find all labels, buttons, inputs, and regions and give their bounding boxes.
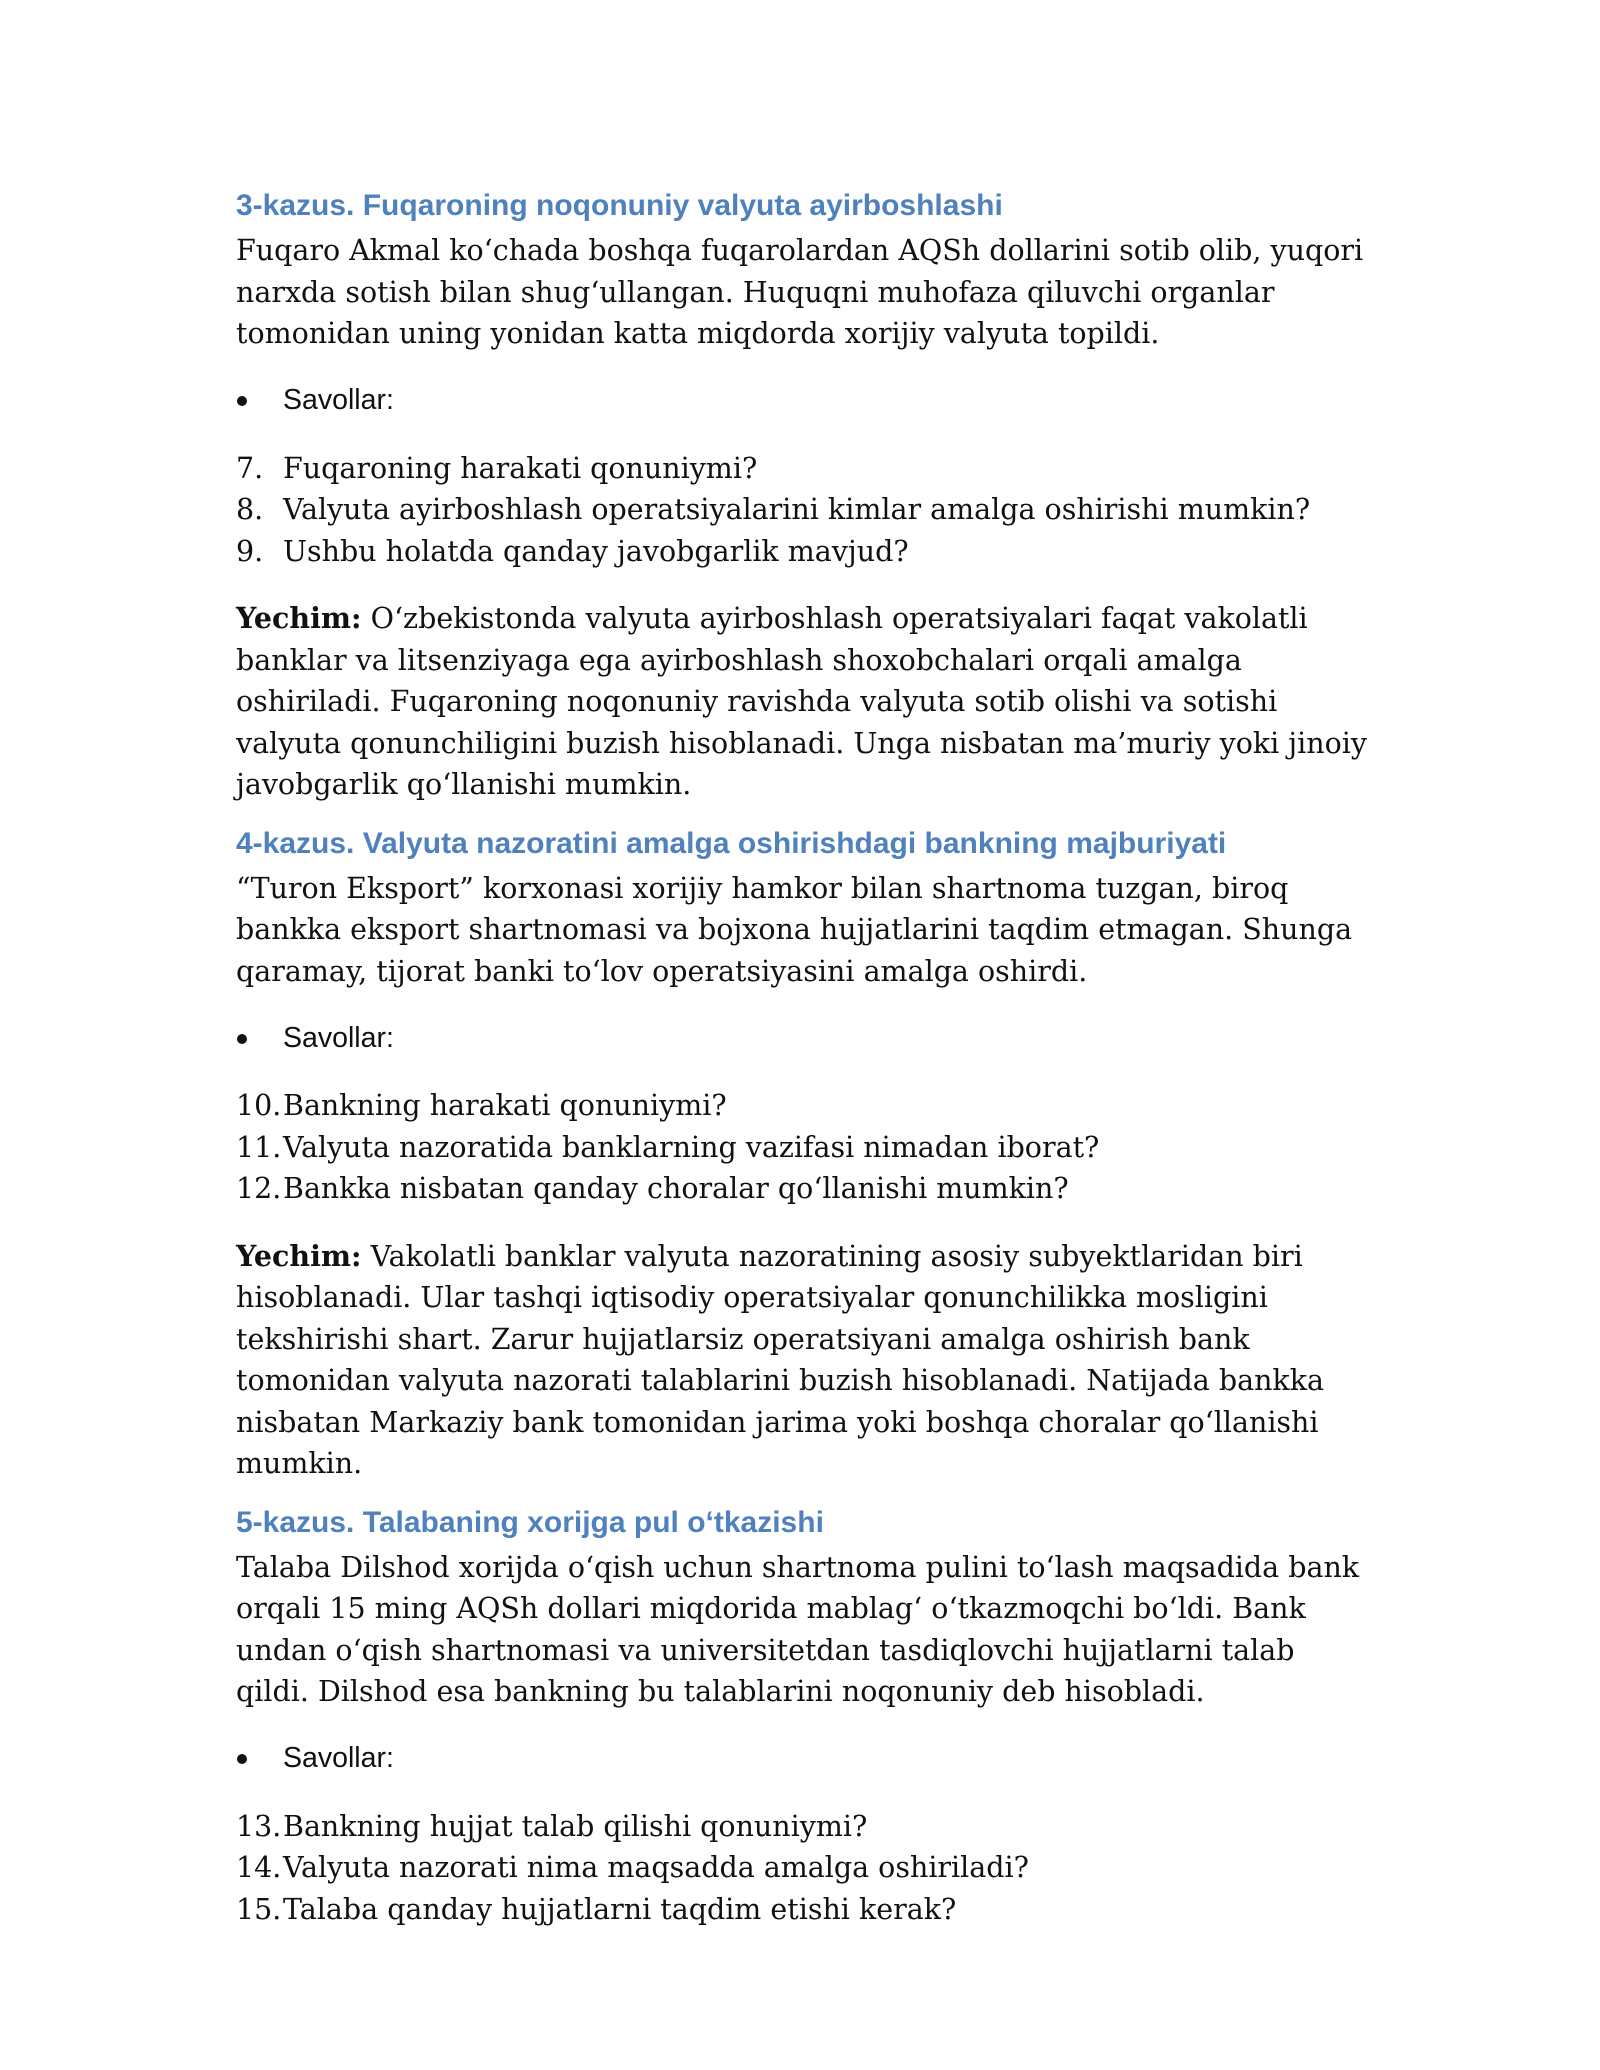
question-number: 7. bbox=[236, 451, 264, 485]
solution-label: Yechim: bbox=[236, 1238, 362, 1273]
bullet-list bbox=[236, 1018, 1376, 1059]
question-item bbox=[236, 1085, 1376, 1127]
questions-list bbox=[236, 1806, 1376, 1931]
question-item bbox=[236, 1847, 1376, 1889]
bullet-label: Savollar: bbox=[283, 384, 394, 417]
question-number: 13. bbox=[236, 1809, 282, 1843]
question-text: Bankning hujjat talab qilishi qonuniymi? bbox=[283, 1809, 868, 1843]
question-item bbox=[236, 448, 1376, 490]
bullet-list bbox=[236, 1739, 1376, 1780]
questions-list bbox=[236, 1085, 1376, 1210]
case-title: 5-kazus. Talabaning xorijga pul o‘tkazishi bbox=[236, 1505, 824, 1539]
solution-text: Vakolatli banklar valyuta nazoratining asosiy subyektlaridan biri hisoblanadi. Ular tashqi iqtisodiy operatsiyalar qonunchilikka mosligini tekshirishi shart. Zarur hujjatlarsiz operatsiyani amalga oshirish bank tomonidan valyuta nazorati talablarini buzish hisoblanadi. Natijada bankka nisbatan Markaziy bank tomonidan jarima yoki boshqa choralar qo‘llanishi mumkin. bbox=[236, 1239, 1324, 1480]
bullet-item bbox=[236, 1739, 1376, 1780]
question-item bbox=[236, 1168, 1376, 1210]
question-item bbox=[236, 1806, 1376, 1848]
bullet-icon bbox=[236, 396, 283, 406]
document-page bbox=[236, 186, 1376, 1956]
case-4 bbox=[236, 824, 1376, 1485]
question-number: 11. bbox=[236, 1130, 282, 1164]
solution-text: O‘zbekistonda valyuta ayirboshlash operatsiyalari faqat vakolatli banklar va litsenziyaga ega ayirboshlash shoxobchalari orqali amalga oshiriladi. Fuqaroning noqonuniy ravishda valyuta sotib olishi va sotishi valyuta qonunchiligini buzish hisoblanadi. Unga nisbatan ma’muriy yoki jinoiy javobgarlik qo‘llanishi mumkin. bbox=[236, 602, 1367, 801]
solution-paragraph bbox=[236, 1236, 1376, 1485]
question-text: Valyuta ayirboshlash operatsiyalarini kimlar amalga oshirishi mumkin? bbox=[283, 493, 1311, 526]
solution-paragraph bbox=[236, 598, 1376, 806]
question-text: Valyuta nazorati nima maqsadda amalga oshiriladi? bbox=[283, 1851, 1029, 1884]
question-number: 9. bbox=[236, 534, 264, 568]
question-text: Ushbu holatda qanday javobgarlik mavjud? bbox=[283, 534, 909, 568]
question-text: Bankka nisbatan qanday choralar qo‘llanishi mumkin? bbox=[283, 1172, 1069, 1205]
bullet-label: Savollar: bbox=[283, 1742, 394, 1775]
case-3 bbox=[236, 186, 1376, 806]
bullet-label: Savollar: bbox=[283, 1021, 394, 1054]
case-title: 4-kazus. Valyuta nazoratini amalga oshirishdagi bankning majburiyati bbox=[236, 826, 1227, 860]
case-body: “Turon Eksport” korxonasi xorijiy hamkor bilan shartnoma tuzgan, biroq bankka eksport shartnomasi va bojxona hujjatlarini taqdim etmagan. Shunga qaramay, tijorat banki to‘lov operatsiyasini amalga oshirdi. bbox=[236, 871, 1353, 988]
case-title: 3-kazus. Fuqaroning noqonuniy valyuta ayirboshlashi bbox=[236, 189, 1003, 222]
question-number: 8. bbox=[236, 493, 264, 526]
bullet-item bbox=[236, 1018, 1376, 1059]
question-item bbox=[236, 489, 1376, 531]
question-text: Talaba qanday hujjatlarni taqdim etishi kerak? bbox=[283, 1892, 957, 1926]
bullet-item bbox=[236, 381, 1376, 422]
question-number: 12. bbox=[236, 1172, 282, 1205]
question-text: Valyuta nazoratida banklarning vazifasi nimadan iborat? bbox=[283, 1130, 1100, 1164]
question-item bbox=[236, 1889, 1376, 1931]
question-item bbox=[236, 1127, 1376, 1169]
questions-list bbox=[236, 448, 1376, 573]
bullet-icon bbox=[236, 1754, 283, 1764]
question-item bbox=[236, 531, 1376, 573]
case-body: Fuqaro Akmal ko‘chada boshqa fuqarolardan AQSh dollarini sotib olib, yuqori narxda sotish bilan shug‘ullangan. Huquqni muhofaza qiluvchi organlar tomonidan uning yonidan katta miqdorda xorijiy valyuta topildi. bbox=[236, 234, 1364, 350]
bullet-list bbox=[236, 381, 1376, 422]
bullet-icon bbox=[236, 1034, 283, 1044]
question-number: 14. bbox=[236, 1851, 282, 1884]
case-body: Talaba Dilshod xorijda o‘qish uchun shartnoma pulini to‘lash maqsadida bank orqali 15 ming AQSh dollari miqdorida mablag‘ o‘tkazmoqchi bo‘ldi. Bank undan o‘qish shartnomasi va universitetdan tasdiqlovchi hujjatlarni talab qildi. Dilshod esa bankning bu talablarini noqonuniy deb hisobladi. bbox=[236, 1550, 1360, 1708]
question-text: Bankning harakati qonuniymi? bbox=[283, 1089, 727, 1122]
question-text: Fuqaroning harakati qonuniymi? bbox=[283, 451, 758, 485]
case-5 bbox=[236, 1503, 1376, 1931]
solution-label: Yechim: bbox=[236, 601, 362, 635]
question-number: 10. bbox=[236, 1089, 282, 1122]
question-number: 15. bbox=[236, 1892, 282, 1926]
